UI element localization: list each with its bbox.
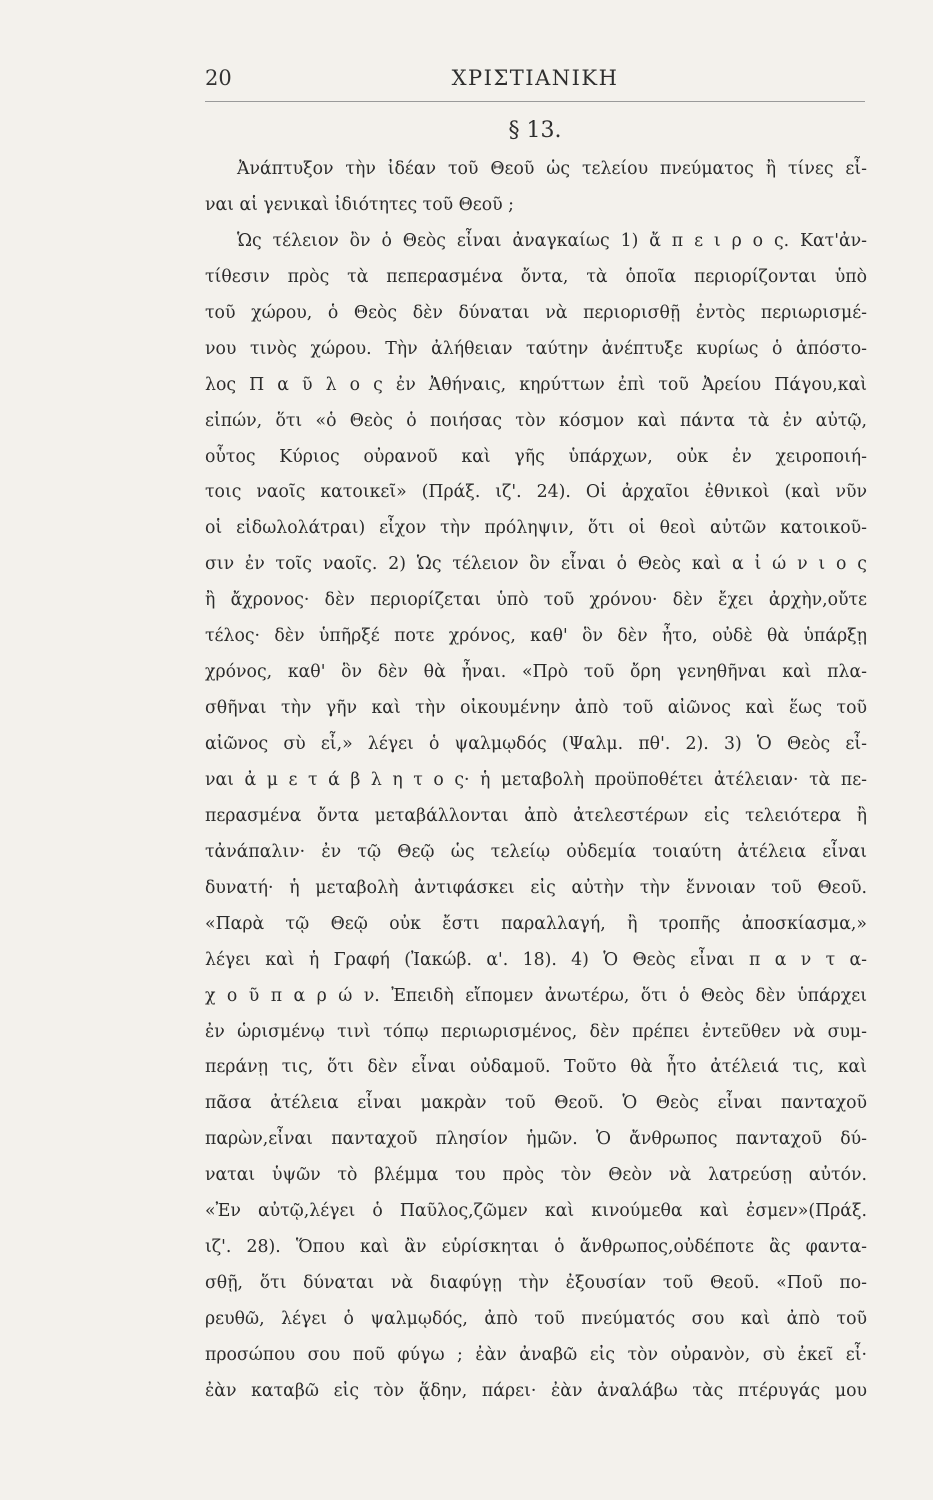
text-line: χ ο ῦ π α ρ ώ ν. Ἐπειδὴ εἴπομεν ἀνωτέρω, ὅτι ὁ Θεὸς δὲν ὑπάρχει [205, 985, 867, 1006]
text-line: τέλος· δὲν ὑπῆρξέ ποτε χρόνος, καθ' ὃν δὲν ἦτο, οὐδὲ θὰ ὑπάρξῃ [205, 626, 867, 647]
text-line: σθῇ, ὅτι δύναται νὰ διαφύγῃ τὴν ἐξουσίαν τοῦ Θεοῦ. «Ποῦ πο- [205, 1273, 867, 1294]
text-line: τἀνάπαλιν· ἐν τῷ Θεῷ ὡς τελείῳ οὐδεμία τοιαύτη ἀτέλεια εἶναι [205, 841, 867, 862]
text-line: ναι ἀ μ ε τ ά β λ η τ ο ς· ἡ μεταβολὴ προϋποθέτει ἀτέλειαν· τὰ πε- [205, 769, 867, 790]
text-line: δυνατή· ἡ μεταβολὴ ἀντιφάσκει εἰς αὐτὴν τὴν ἔννοιαν τοῦ Θεοῦ. [205, 877, 867, 898]
text-line: τοῦ χώρου, ὁ Θεὸς δὲν δύναται νὰ περιορισθῇ ἐντὸς περιωρισμέ- [205, 302, 867, 323]
text-line: ἐὰν καταβῶ εἰς τὸν ᾅδην, πάρει· ἐὰν ἀναλάβω τὰς πτέρυγάς μου [205, 1380, 867, 1401]
text-line: οἱ εἰδωλολάτραι) εἶχον τὴν πρόληψιν, ὅτι οἱ θεοὶ αὐτῶν κατοικοῦ- [205, 518, 867, 539]
text-line: περασμένα ὄντα μεταβάλλονται ἀπὸ ἀτελεστέρων εἰς τελειότερα ἢ [205, 805, 867, 826]
text-line: οὗτος Κύριος οὐρανοῦ καὶ γῆς ὑπάρχων, οὐκ ἐν χειροποιή- [205, 446, 867, 467]
text-line: Ὡς τέλειον ὂν ὁ Θεὸς εἶναι ἀναγκαίως 1) ἄ π ε ι ρ ο ς. Κατ'ἀν- [237, 230, 867, 251]
text-line: τοις ναοῖς κατοικεῖ» (Πράξ. ιζ'. 24). Οἱ ἀρχαῖοι ἐθνικοὶ (καὶ νῦν [205, 482, 867, 503]
running-title: ΧΡΙΣΤΙΑΝΙΚΗ [451, 66, 619, 90]
section-heading: § 13. [508, 118, 562, 143]
text-line: ἢ ἄχρονος· δὲν περιορίζεται ὑπὸ τοῦ χρόνου· δὲν ἔχει ἀρχὴν,οὔτε [205, 590, 867, 611]
text-line: πᾶσα ἀτέλεια εἶναι μακρὰν τοῦ Θεοῦ. Ὁ Θεὸς εἶναι πανταχοῦ [205, 1093, 867, 1114]
text-line: ναι αἱ γενικαὶ ἰδιότητες τοῦ Θεοῦ ; [205, 194, 514, 215]
text-line: σθῆναι τὴν γῆν καὶ τὴν οἰκουμένην ἀπὸ τοῦ αἰῶνος καὶ ἕως τοῦ [205, 698, 867, 719]
text-line: Ἀνάπτυξον τὴν ἰδέαν τοῦ Θεοῦ ὡς τελείου πνεύματος ἢ τίνες εἶ- [237, 159, 867, 179]
text-line: ναται ὑψῶν τὸ βλέμμα του πρὸς τὸν Θεὸν νὰ λατρεύσῃ αὐτόν. [205, 1165, 867, 1186]
header-rule [205, 101, 865, 102]
text-line: «Ἐν αὐτῷ,λέγει ὁ Παῦλος,ζῶμεν καὶ κινούμεθα καὶ ἐσμεν»(Πράξ. [205, 1201, 867, 1222]
text-line: εἰπών, ὅτι «ὁ Θεὸς ὁ ποιήσας τὸν κόσμον καὶ πάντα τὰ ἐν αὐτῷ, [205, 410, 867, 431]
text-line: «Παρὰ τῷ Θεῷ οὐκ ἔστι παραλλαγή, ἢ τροπῆς ἀποσκίασμα,» [205, 913, 867, 934]
text-line: χρόνος, καθ' ὃν δὲν θὰ ἦναι. «Πρὸ τοῦ ὄρη γενηθῆναι καὶ πλα- [205, 662, 867, 683]
text-line: τίθεσιν πρὸς τὰ πεπερασμένα ὄντα, τὰ ὁποῖα περιορίζονται ὑπὸ [205, 266, 867, 287]
text-line: ιζ'. 28). Ὅπου καὶ ἂν εὑρίσκηται ὁ ἄνθρωπος,οὐδέποτε ἂς φαντα- [205, 1237, 867, 1258]
text-line: λέγει καὶ ἡ Γραφή (Ἰακώβ. α'. 18). 4) Ὁ Θεὸς εἶναι π α ν τ α- [205, 949, 867, 970]
text-line: λος Π α ῦ λ ο ς ἐν Ἀθήναις, κηρύττων ἐπὶ τοῦ Ἀρείου Πάγου,καὶ [205, 374, 867, 395]
text-line: σιν ἐν τοῖς ναοῖς. 2) Ὡς τέλειον ὂν εἶναι ὁ Θεὸς καὶ α ἰ ώ ν ι ο ς [205, 554, 867, 575]
body-text [205, 152, 867, 1410]
text-line: παρὼν,εἶναι πανταχοῦ πλησίον ἡμῶν. Ὁ ἄνθρωπος πανταχοῦ δύ- [205, 1129, 867, 1150]
text-line: ἐν ὡρισμένῳ τινὶ τόπῳ περιωρισμένος, δὲν πρέπει ἐντεῦθεν νὰ συμ- [205, 1021, 867, 1042]
page-header [205, 66, 865, 98]
text-line: περάνῃ τις, ὅτι δὲν εἶναι οὐδαμοῦ. Τοῦτο θὰ ἦτο ἀτέλειά τις, καὶ [205, 1057, 867, 1078]
text-line: νου τινὸς χώρου. Τὴν ἀλήθειαν ταύτην ἀνέπτυξε κυρίως ὁ ἀπόστο- [205, 338, 867, 359]
page-number: 20 [205, 66, 232, 90]
text-line: αἰῶνος σὺ εἶ,» λέγει ὁ ψαλμῳδός (Ψαλμ. πθ'. 2). 3) Ὁ Θεὸς εἶ- [205, 734, 867, 754]
text-line: ρευθῶ, λέγει ὁ ψαλμῳδός, ἀπὸ τοῦ πνεύματός σου καὶ ἀπὸ τοῦ [205, 1309, 867, 1329]
text-line: προσώπου σου ποῦ φύγω ; ἐὰν ἀναβῶ εἰς τὸν οὐρανὸν, σὺ ἐκεῖ εἶ· [205, 1344, 867, 1365]
